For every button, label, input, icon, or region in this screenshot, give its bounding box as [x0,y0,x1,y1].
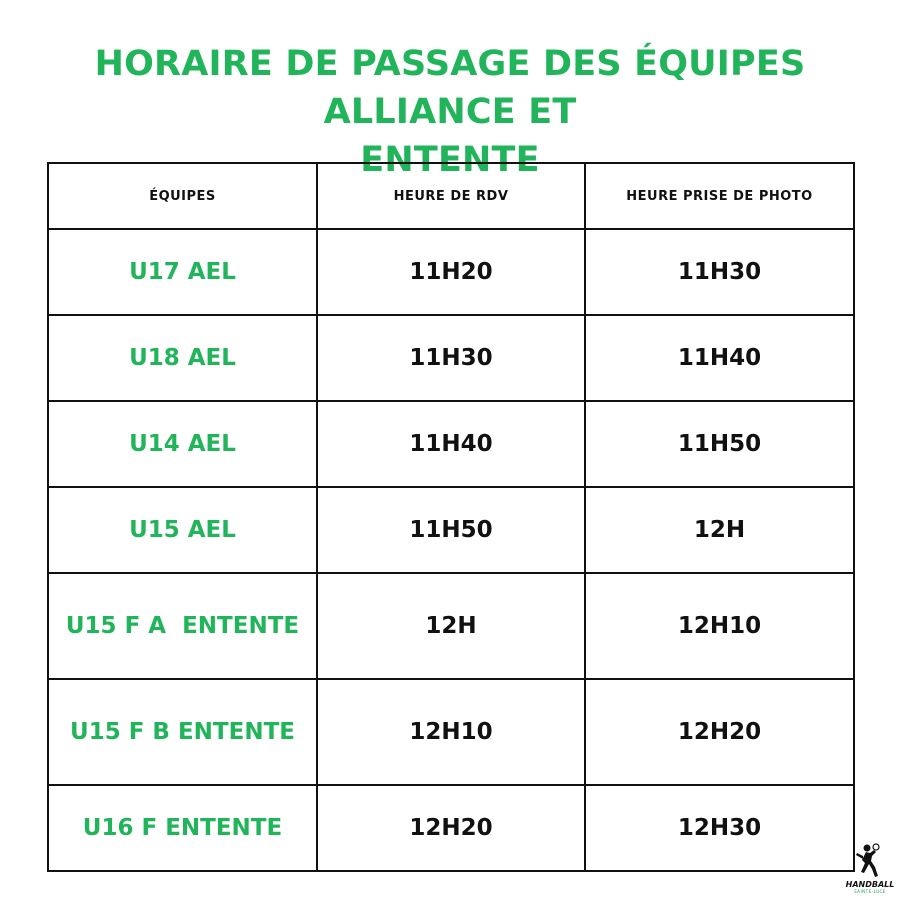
photo-time-cell: 11H40 [585,315,854,401]
photo-time-cell: 11H50 [585,401,854,487]
photo-time-cell: 12H20 [585,679,854,785]
table-row [48,487,854,573]
meeting-time-cell: 11H50 [317,487,585,573]
page-title-line-1: HORAIRE DE PASSAGE DES ÉQUIPES ALLIANCE ET [94,44,806,132]
table-row [48,315,854,401]
team-cell: U15 AEL [48,487,317,573]
table-row [48,679,854,785]
team-cell: U18 AEL [48,315,317,401]
column-header-teams: ÉQUIPES [48,163,317,229]
column-header-meeting-time: HEURE DE RDV [317,163,585,229]
table-header-row [48,163,854,229]
meeting-time-cell: 12H [317,573,585,679]
photo-time-cell: 12H10 [585,573,854,679]
meeting-time-cell: 11H30 [317,315,585,401]
column-header-photo-time: HEURE PRISE DE PHOTO [585,163,854,229]
team-cell: U15 F A ENTENTE [48,573,317,679]
photo-time-cell: 11H30 [585,229,854,315]
schedule-table [47,162,855,872]
team-cell: U17 AEL [48,229,317,315]
team-cell: U14 AEL [48,401,317,487]
club-logo [842,842,898,898]
logo-text: HANDBALL [845,880,895,889]
page-title-line-2: ENTENTE [360,140,540,180]
team-cell: U16 F ENTENTE [48,785,317,871]
table-row [48,401,854,487]
handball-player-icon [842,842,898,882]
logo-subtext: SAINTE-LUCE [854,889,886,894]
table-row [48,785,854,871]
meeting-time-cell: 12H20 [317,785,585,871]
team-cell: U15 F B ENTENTE [48,679,317,785]
meeting-time-cell: 11H40 [317,401,585,487]
meeting-time-cell: 11H20 [317,229,585,315]
table-row [48,229,854,315]
meeting-time-cell: 12H10 [317,679,585,785]
photo-time-cell: 12H [585,487,854,573]
table-row [48,573,854,679]
photo-time-cell: 12H30 [585,785,854,871]
